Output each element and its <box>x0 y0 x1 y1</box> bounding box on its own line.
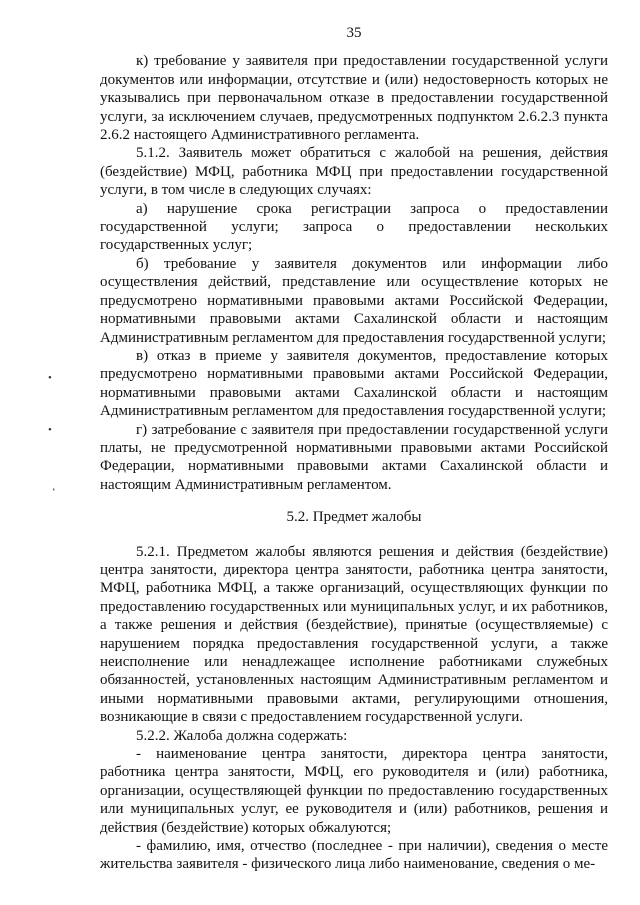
margin-mark: • <box>48 372 52 384</box>
paragraph-g: г) затребование с заявителя при предоставлении государственной услуги платы, не предусмотренной нормативными правовыми актами Российской Федерации, нормативными правовыми актами Сахалинской области и настоящим Административным регламентом. <box>100 421 608 493</box>
margin-mark: • <box>48 424 52 436</box>
paragraph-k: к) требование у заявителя при предоставлении государственной услуги документов или информации, отсутствие и (или) недостоверность которых не указывались при первоначальном отказе в предоставлении государственной услуги, за исключением случаев, предусмотренных подпунктом 2.6.2.3 пункта 2.6.2 настоящего Административного регламента. <box>100 53 608 144</box>
paragraph-5-2-2: 5.2.2. Жалоба должна содержать: <box>136 727 348 744</box>
paragraph-a: а) нарушение срока регистрации запроса о предоставлении государственной услуги; запроса о предоставлении нескольких государственных услуг; <box>100 200 608 254</box>
page-number: 35 <box>346 25 362 41</box>
section-heading: 5.2. Предмет жалобы <box>286 509 422 526</box>
paragraph-5-1-2: 5.1.2. Заявитель может обратиться с жалобой на решения, действия (бездействие) МФЦ, работника МФЦ при предоставлении государственной услуги, в том числе в следующих случаях: <box>100 145 608 199</box>
paragraph-b: б) требование у заявителя документов или информации либо осуществления действий, представление или осуществление которых не предусмотрено нормативными правовыми актами Российской Федерации, нормативными правовыми актами Сахалинской области и настоящим Административным регламентом для предоставления государственной услуги; <box>100 255 608 346</box>
paragraph-5-2-1: 5.2.1. Предметом жалобы являются решения и действия (бездействие) центра занятости, директора центра занятости, работника центра занятости, МФЦ, работника МФЦ, а также организаций, осуществляющих функции по предоставлению государственных или муниципальных услуг, и их работников, а также решения и действия (бездействие), принятые (осуществляемые) с нарушением порядка предоставления государственной услуги, а также неисполнение или ненадлежащее исполнение работниками служебных обязанностей, установленных настоящим Административным регламентом и иными нормативными правовыми актами, регулирующими отношения, возникающие в связи с предоставлением государственной услуги. <box>100 543 608 726</box>
paragraph-list-item-2: - фамилию, имя, отчество (последнее - при наличии), сведения о месте жительства заявителя - физического лица либо наименование, сведения о ме- <box>100 838 608 873</box>
paragraph-list-item-1: - наименование центра занятости, директора центра занятости, работника центра занятости, МФЦ, его руководителя и (или) работника, организации, осуществляющей функции по предоставлению государственных или муниципальных услуг, ее руководителя и (или) работников, решения и действия (бездействие) которых обжалуются; <box>100 746 608 836</box>
paragraph-v: в) отказ в приеме у заявителя документов, предоставление которых предусмотрено нормативными правовыми актами Российской Федерации, нормативными правовыми актами Сахалинской области и настоящим Административным регламентом для предоставления государственной услуги; <box>100 347 608 420</box>
top-section <box>100 52 608 494</box>
bottom-section <box>100 543 608 874</box>
margin-mark: ‘ <box>52 486 56 498</box>
document-page <box>100 24 608 874</box>
